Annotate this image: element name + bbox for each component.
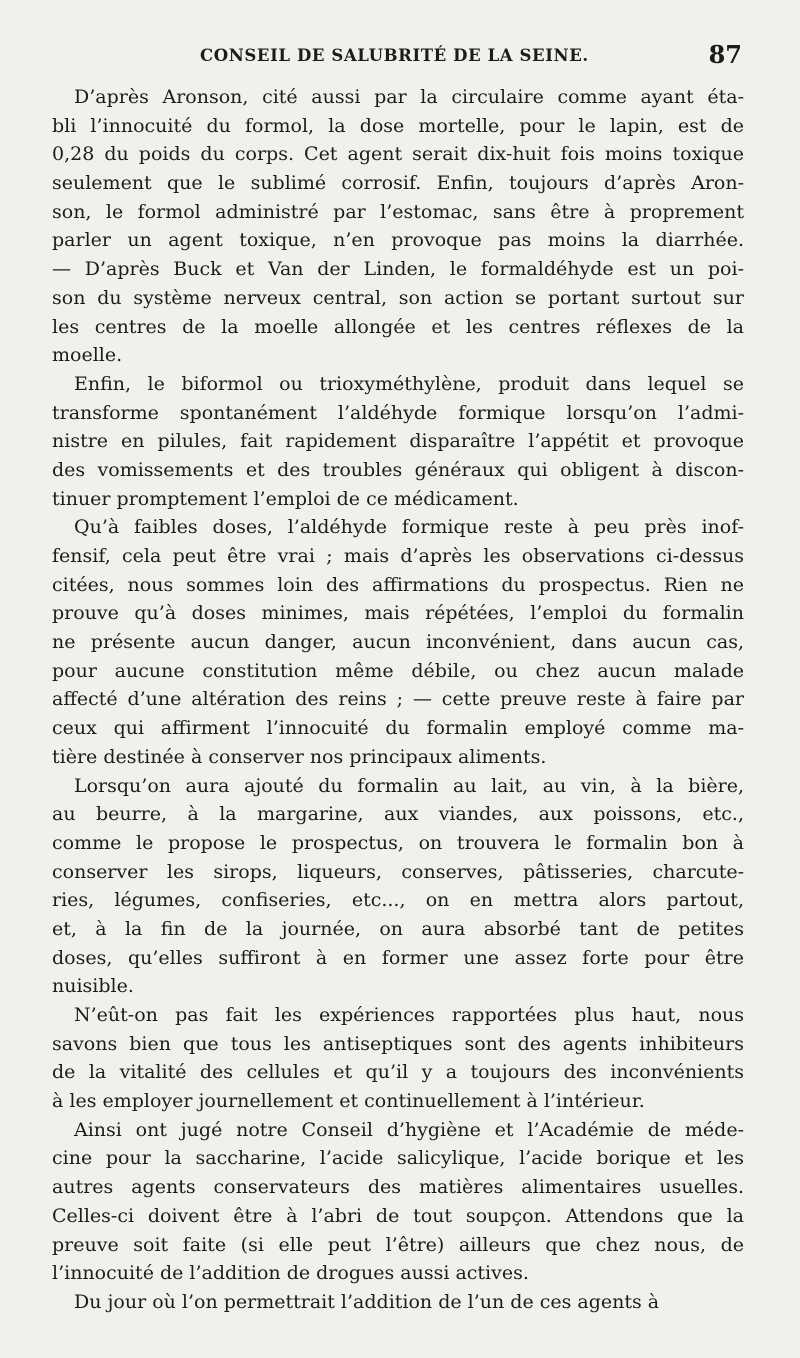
text-line: nistre en pilules, fait rapidement disparaître l’appétit et provoque (52, 430, 744, 453)
text-line: nuisible. (52, 975, 134, 998)
page-number: 87 (708, 40, 742, 69)
paragraph (52, 513, 744, 771)
text-line: Du jour où l’on permettrait l’addition de l’un de ces agents à (74, 1290, 660, 1313)
text-line: Celles-ci doivent être à l’abri de tout soupçon. Attendons que la (52, 1204, 744, 1227)
body-text (52, 83, 744, 1317)
text-line: à les employer journellement et continuellement à l’intérieur. (52, 1090, 645, 1113)
text-line: preuve soit faite (si elle peut l’être) ailleurs que chez nous, de (52, 1233, 744, 1256)
text-line: parler un agent toxique, n’en provoque pas moins la diarrhée. (52, 229, 744, 252)
text-line: seulement que le sublimé corrosif. Enfin, toujours d’après Aron- (52, 172, 744, 195)
text-line: Enfin, le biformol ou trioxyméthylène, produit dans lequel se (74, 372, 744, 395)
text-line: N’eût-on pas fait les expériences rapportées plus haut, nous (74, 1004, 744, 1026)
text-line: affecté d’une altération des reins ; — cette preuve reste à faire par (52, 688, 744, 711)
text-line: au beurre, à la margarine, aux viandes, aux poissons, etc., (52, 803, 744, 826)
paragraph (52, 1116, 744, 1288)
text-line: — D’après Buck et Van der Linden, le formaldéhyde est un poi- (52, 258, 744, 281)
text-line: conserver les sirops, liqueurs, conserves, pâtisseries, charcute- (52, 860, 744, 883)
text-line: moelle. (52, 344, 123, 367)
text-line: ceux qui affirment l’innocuité du formalin employé comme ma- (52, 717, 744, 740)
text-line: ries, légumes, confiseries, etc..., on en mettra alors partout, (52, 889, 744, 912)
running-title: CONSEIL DE SALUBRITÉ DE LA SEINE. (200, 46, 589, 65)
text-line: ne présente aucun danger, aucun inconvénient, dans aucun cas, (52, 631, 744, 654)
text-line: citées, nous sommes loin des affirmations du prospectus. Rien ne (52, 573, 744, 596)
text-line: Lorsqu’on aura ajouté du formalin au lait, au vin, à la bière, (74, 774, 744, 797)
text-line: autres agents conservateurs des matières alimentaires usuelles. (52, 1176, 744, 1199)
text-line: Ainsi ont jugé notre Conseil d’hygiène et l’Académie de méde- (74, 1118, 744, 1141)
text-line: tinuer promptement l’emploi de ce médicament. (52, 487, 519, 510)
text-line: D’après Aronson, cité aussi par la circulaire comme ayant éta- (74, 86, 744, 108)
paragraph (52, 1001, 744, 1116)
paragraph (52, 772, 744, 1002)
paragraph (52, 370, 744, 513)
text-line: son, le formol administré par l’estomac, sans être à proprement (52, 200, 744, 223)
text-line: des vomissements et des troubles généraux qui obligent à discon- (52, 458, 744, 481)
text-line: 0,28 du poids du corps. Cet agent serait dix-huit fois moins toxique (52, 143, 744, 166)
text-line: prouve qu’à doses minimes, mais répétées, l’emploi du formalin (52, 602, 744, 625)
text-line: cine pour la saccharine, l’acide salicylique, l’acide borique et les (52, 1147, 744, 1170)
running-head (52, 38, 744, 74)
paragraph (52, 1288, 744, 1317)
text-line: son du système nerveux central, son action se portant surtout sur (52, 286, 744, 309)
text-line: doses, qu’elles suffiront à en former une assez forte pour être (52, 946, 744, 969)
text-line: bli l’innocuité du formol, la dose mortelle, pour le lapin, est de (52, 114, 744, 137)
text-line: fensif, cela peut être vrai ; mais d’après les observations ci-dessus (52, 545, 744, 567)
text-line: de la vitalité des cellules et qu’il y a toujours des inconvénients (52, 1061, 744, 1084)
text-line: transforme spontanément l’aldéhyde formique lorsqu’on l’admi- (52, 401, 744, 424)
text-line: savons bien que tous les antiseptiques sont des agents inhibiteurs (52, 1032, 744, 1055)
text-line: comme le propose le prospectus, on trouvera le formalin bon à (52, 831, 744, 854)
paragraph (52, 83, 744, 370)
text-line: les centres de la moelle allongée et les centres réflexes de la (52, 315, 744, 338)
text-line: pour aucune constitution même débile, ou chez aucun malade (52, 659, 744, 682)
text-line: l’innocuité de l’addition de drogues aussi actives. (52, 1262, 529, 1285)
text-line: et, à la fin de la journée, on aura absorbé tant de petites (52, 917, 744, 940)
text-line: tière destinée à conserver nos principaux aliments. (52, 745, 547, 768)
text-line: Qu’à faibles doses, l’aldéhyde formique reste à peu près inof- (74, 516, 744, 539)
